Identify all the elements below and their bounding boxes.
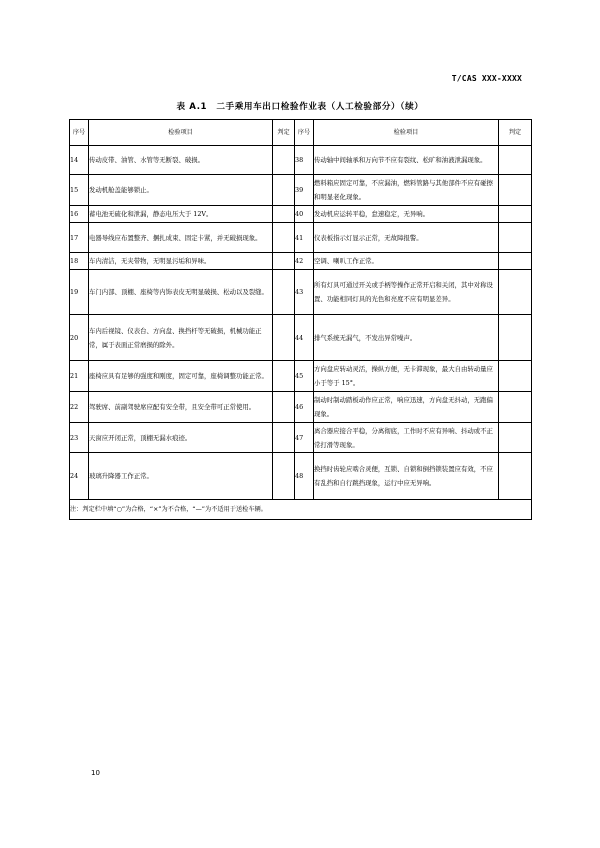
- row-right-item: 方向盘应转动灵活，操纵方便，无卡滞现象，最大自由转动量应小于等于 15°。: [314, 361, 499, 392]
- row-right-verdict-cell[interactable]: [499, 206, 532, 223]
- row-right-number: 40: [295, 206, 314, 223]
- inspection-table: [69, 119, 532, 520]
- row-right-verdict-cell[interactable]: [499, 315, 532, 361]
- table-row: [70, 146, 532, 175]
- row-right-item: 燃料箱应固定可靠，不应漏油，燃料管路与其他部件不应有碰擦和明显老化现象。: [314, 175, 499, 206]
- row-right-item: 仪表板指示灯显示正常，无故障报警。: [314, 223, 499, 253]
- row-left-verdict-cell[interactable]: [273, 361, 295, 392]
- table-row: [70, 315, 532, 361]
- document-code: T/CAS XXX-XXXX: [451, 74, 522, 83]
- row-right-number: 39: [295, 175, 314, 206]
- row-right-item: 发动机应运转平稳，怠速稳定，无异响。: [314, 206, 499, 223]
- row-right-item: 传动轴中间轴承和万向节不应有裂纹、松旷和油液泄漏现象。: [314, 146, 499, 175]
- row-left-verdict-cell[interactable]: [273, 315, 295, 361]
- page-number: 10: [91, 769, 100, 777]
- table-header-row: [70, 120, 532, 146]
- row-right-number: 43: [295, 270, 314, 315]
- row-right-number: 48: [295, 453, 314, 500]
- row-left-verdict-cell[interactable]: [273, 453, 295, 500]
- row-left-item: 玻璃升降器工作正常。: [89, 453, 273, 500]
- row-left-verdict-cell[interactable]: [273, 392, 295, 423]
- header-item-left: 检验项目: [89, 120, 273, 146]
- row-right-item: 空调、喇叭工作正常。: [314, 253, 499, 270]
- row-left-number: 15: [70, 175, 89, 206]
- row-left-number: 18: [70, 253, 89, 270]
- row-left-item: 车内后视镜、仪表台、方向盘、换挡杆等无破损，机械功能正常，属于表面正常磨损的除外。: [89, 315, 273, 361]
- row-right-number: 45: [295, 361, 314, 392]
- row-left-verdict-cell[interactable]: [273, 146, 295, 175]
- table-row: [70, 270, 532, 315]
- header-seq-right: 序号: [295, 120, 314, 146]
- row-left-item: 车门内部、顶棚、座椅等内饰表皮无明显破损、松动以及裂缝。: [89, 270, 273, 315]
- row-right-verdict-cell[interactable]: [499, 361, 532, 392]
- row-left-number: 17: [70, 223, 89, 253]
- row-left-item: 驾驶席、前副驾驶席应配有安全带，且安全带可正常使用。: [89, 392, 273, 423]
- table-row: [70, 175, 532, 206]
- row-right-number: 42: [295, 253, 314, 270]
- header-seq-left: 序号: [70, 120, 89, 146]
- row-right-number: 38: [295, 146, 314, 175]
- row-left-verdict-cell[interactable]: [273, 223, 295, 253]
- row-left-number: 19: [70, 270, 89, 315]
- row-right-item: 离合器应接合平稳，分离彻底，工作时不应有异响、抖动或不正常打滑等现象。: [314, 423, 499, 453]
- row-left-item: 车内清洁，无夹带物，无明显污垢和异味。: [89, 253, 273, 270]
- row-left-number: 21: [70, 361, 89, 392]
- row-right-number: 46: [295, 392, 314, 423]
- row-left-item: 传动皮带、油管、水管等无断裂、破损。: [89, 146, 273, 175]
- row-left-item: 蓄电池无硫化和泄漏，静态电压大于 12V。: [89, 206, 273, 223]
- row-right-number: 47: [295, 423, 314, 453]
- row-left-number: 24: [70, 453, 89, 500]
- row-right-number: 41: [295, 223, 314, 253]
- header-verdict-left: 判定: [273, 120, 295, 146]
- row-left-verdict-cell[interactable]: [273, 423, 295, 453]
- table-row: [70, 206, 532, 223]
- row-left-verdict-cell[interactable]: [273, 270, 295, 315]
- row-left-verdict-cell[interactable]: [273, 253, 295, 270]
- note-row: [70, 500, 532, 520]
- row-right-item: 制动时制动踏板动作应正常，响应迅速，方向盘无抖动，无跑偏现象。: [314, 392, 499, 423]
- table-row: [70, 392, 532, 423]
- row-left-verdict-cell[interactable]: [273, 206, 295, 223]
- row-left-item: 发动机舱盖能够锁止。: [89, 175, 273, 206]
- table-row: [70, 453, 532, 500]
- row-right-verdict-cell[interactable]: [499, 453, 532, 500]
- row-right-item: 排气系统无漏气，不发出异常噪声。: [314, 315, 499, 361]
- row-right-number: 44: [295, 315, 314, 361]
- table-title: 表 A.1 二手乘用车出口检验作业表（人工检验部分）（续）: [176, 102, 424, 112]
- row-left-item: 座椅应具有足够的强度和刚度，固定可靠，座椅调整功能正常。: [89, 361, 273, 392]
- table-row: [70, 253, 532, 270]
- row-right-verdict-cell[interactable]: [499, 146, 532, 175]
- row-left-number: 23: [70, 423, 89, 453]
- row-right-verdict-cell[interactable]: [499, 423, 532, 453]
- row-left-item: 天窗应开闭正常，顶棚无漏水痕迹。: [89, 423, 273, 453]
- row-right-verdict-cell[interactable]: [499, 223, 532, 253]
- table-note: 注：判定栏中填“○”为合格，“×”为不合格，“—”为不适用于送检车辆。: [70, 500, 532, 520]
- row-right-item: 换挡时齿轮应啮合灵便，互锁、自锁和倒挡锁装置应有效，不应有乱挡和自行跳挡现象，运行中应无异响。: [314, 453, 499, 500]
- row-left-number: 22: [70, 392, 89, 423]
- row-left-number: 20: [70, 315, 89, 361]
- table-row: [70, 423, 532, 453]
- row-right-item: 所有灯具可通过开关或手柄等操作正常开启和关闭，其中对称设置、功能相同灯具的光色和亮度不应有明显差异。: [314, 270, 499, 315]
- row-right-verdict-cell[interactable]: [499, 392, 532, 423]
- table-row: [70, 361, 532, 392]
- row-left-number: 14: [70, 146, 89, 175]
- header-verdict-right: 判定: [499, 120, 532, 146]
- row-right-verdict-cell[interactable]: [499, 175, 532, 206]
- row-left-item: 电器导线应布置整齐、捆扎成束、固定卡紧，并无破损现象。: [89, 223, 273, 253]
- table-row: [70, 223, 532, 253]
- row-left-number: 16: [70, 206, 89, 223]
- row-right-verdict-cell[interactable]: [499, 270, 532, 315]
- row-right-verdict-cell[interactable]: [499, 253, 532, 270]
- header-item-right: 检验项目: [314, 120, 499, 146]
- row-left-verdict-cell[interactable]: [273, 175, 295, 206]
